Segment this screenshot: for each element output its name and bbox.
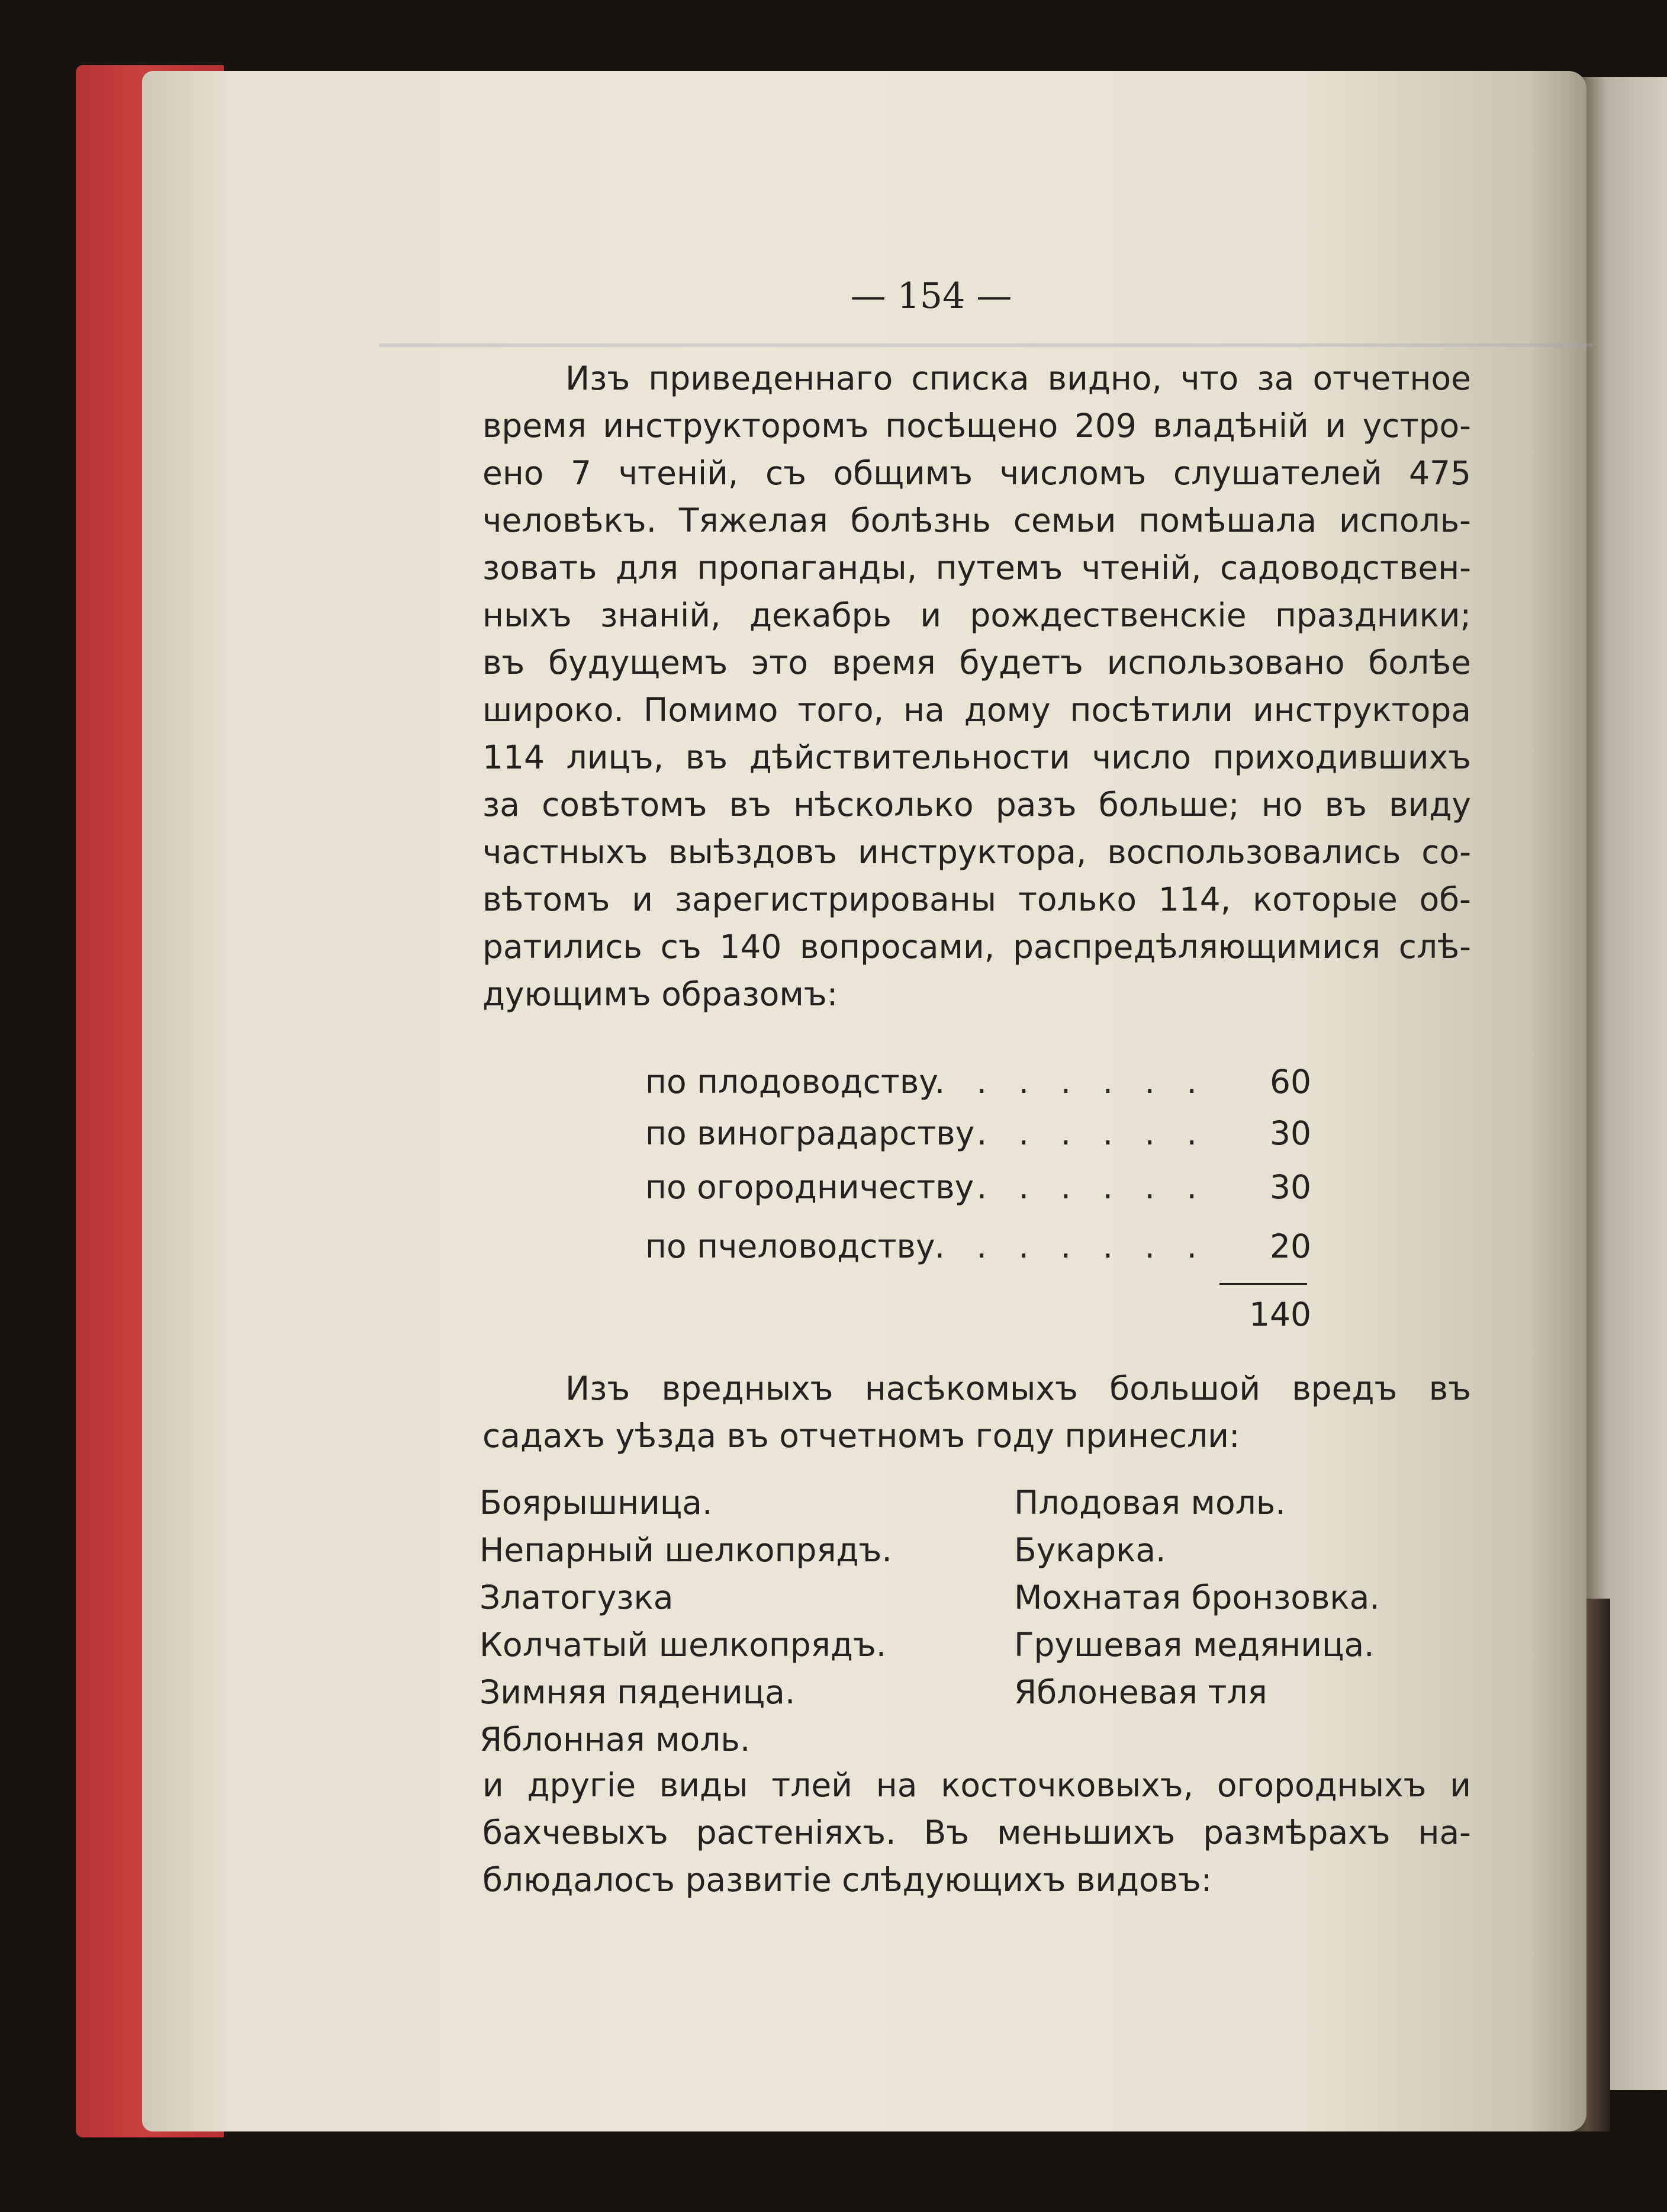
page-number: — 154 — — [850, 275, 1012, 317]
paragraph-1-line: дующимъ образомъ: — [482, 975, 838, 1013]
pest-item: Златогузка — [479, 1578, 674, 1616]
leader-dots: . . . . . . . — [934, 1063, 1208, 1101]
paragraph-1-line: вѣтомъ и зарегистрированы только 114, которые об- — [482, 880, 1471, 918]
paragraph-1-line: широко. Помимо того, на дому посѣтили инструктора — [482, 691, 1471, 729]
pest-item: Мохнатая бронзовка. — [1014, 1578, 1380, 1616]
pest-item: Непарный шелкопрядъ. — [479, 1531, 892, 1569]
paragraph-1-line: Изъ приведеннаго списка видно, что за отчетное — [565, 359, 1471, 397]
paragraph-1-line: ныхъ знаній, декабрь и рождественскіе праздники; — [482, 596, 1471, 634]
pest-item: Боярышница. — [479, 1484, 713, 1522]
paragraph-1-line: человѣкъ. Тяжелая болѣзнь семьи помѣшала исполь- — [482, 501, 1471, 539]
paragraph-1-line: за совѣтомъ въ нѣсколько разъ больше; но въ виду — [482, 786, 1471, 824]
list-item-value: 30 — [1270, 1114, 1311, 1152]
pest-item: Грушевая медяница. — [1014, 1626, 1375, 1664]
list-item-label: по огородничеству — [645, 1168, 974, 1206]
pest-item: Зимняя пяденица. — [479, 1673, 796, 1711]
list-item-label: по плодоводству — [645, 1063, 938, 1101]
distribution-total: 140 — [1249, 1295, 1311, 1333]
pest-item: Колчатый шелкопрядъ. — [479, 1626, 887, 1664]
list-item — [645, 1168, 1311, 1207]
paragraph-3-line: бахчевыхъ растеніяхъ. Въ меньшихъ размѣрахъ на- — [482, 1814, 1471, 1851]
list-item — [645, 1227, 1311, 1266]
paragraph-1-line: ено 7 чтеній, съ общимъ числомъ слушателей 475 — [482, 454, 1471, 492]
paragraph-3-line: блюдалосъ развитіе слѣдующихъ видовъ: — [482, 1861, 1212, 1899]
list-item-value: 30 — [1270, 1168, 1311, 1206]
bleed-through-line — [379, 343, 1592, 347]
paragraph-1-line: 114 лицъ, въ дѣйствительности число приходившихъ — [482, 738, 1471, 776]
paragraph-1-line: частныхъ выѣздовъ инструктора, воспользовались со- — [482, 833, 1471, 871]
pest-item: Яблонная моль. — [479, 1721, 751, 1758]
list-item-value: 60 — [1270, 1063, 1311, 1101]
pest-item: Плодовая моль. — [1014, 1484, 1286, 1522]
leader-dots: . . . . . . — [976, 1168, 1208, 1206]
sum-rule — [1219, 1283, 1307, 1285]
leader-dots: . . . . . . . — [934, 1227, 1208, 1265]
list-item-label: по пчеловодству — [645, 1227, 935, 1265]
paragraph-1-line: зовать для пропаганды, путемъ чтеній, садоводствен- — [482, 549, 1471, 587]
list-item — [645, 1114, 1311, 1153]
list-item — [645, 1063, 1311, 1102]
list-item-value: 20 — [1270, 1227, 1311, 1265]
pest-item: Яблоневая тля — [1014, 1673, 1267, 1711]
list-item-label: по виноградарству — [645, 1114, 975, 1152]
paragraph-1-line: время инструкторомъ посѣщено 209 владѣній и устро- — [482, 407, 1471, 445]
paragraph-3-line: и другіе виды тлей на косточковыхъ, огородныхъ и — [482, 1766, 1471, 1804]
paragraph-2-line: Изъ вредныхъ насѣкомыхъ большой вредъ въ — [565, 1369, 1471, 1407]
paragraph-1-line: въ будущемъ это время будетъ использовано болѣе — [482, 644, 1471, 681]
leader-dots: . . . . . . — [976, 1114, 1208, 1152]
pest-item: Букарка. — [1014, 1531, 1166, 1569]
paragraph-1-line: ратились съ 140 вопросами, распредѣляющимися слѣ- — [482, 928, 1471, 966]
paragraph-2-line: садахъ уѣзда въ отчетномъ году принесли: — [482, 1417, 1240, 1455]
